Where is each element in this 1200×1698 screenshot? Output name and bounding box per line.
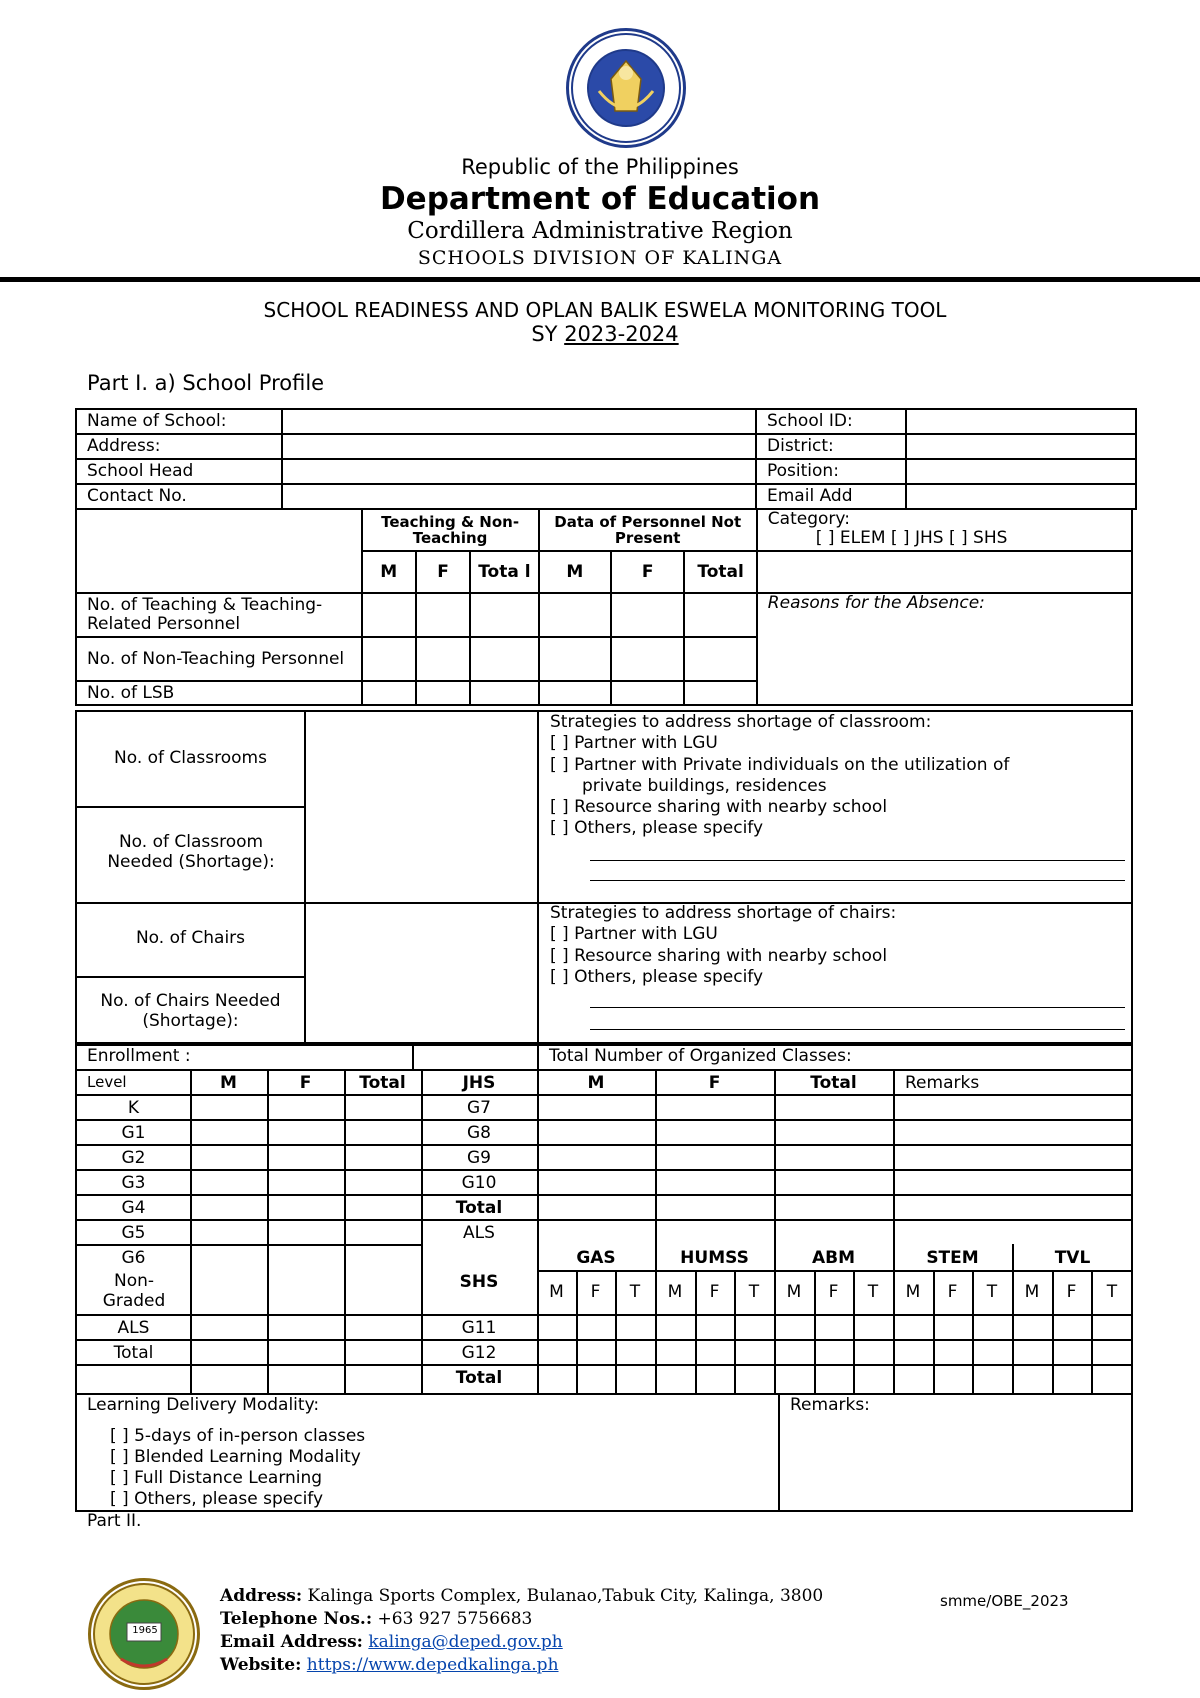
profile-value[interactable] xyxy=(906,409,1136,434)
republic-text: Republic of the Philippines xyxy=(461,155,739,179)
row-line xyxy=(75,1314,1133,1316)
specify-line[interactable] xyxy=(590,860,1125,861)
school-year xyxy=(0,322,1200,346)
doc-code: smme/OBE_2023 xyxy=(940,1592,1069,1610)
address-label: Address: xyxy=(220,1586,303,1606)
divider xyxy=(75,806,306,808)
modality-label: Learning Delivery Modality: xyxy=(87,1395,320,1415)
chairs-option[interactable]: [ ] Others, please specify xyxy=(550,967,764,987)
hdr-total: Total xyxy=(359,1073,406,1093)
sub-t: T xyxy=(1106,1282,1118,1302)
track-abm: ABM xyxy=(811,1248,856,1268)
no-classrooms-label: No. of Classrooms xyxy=(114,748,267,768)
hdr-m: M xyxy=(587,1073,605,1093)
specify-line[interactable] xyxy=(590,1007,1125,1008)
sub-f: F xyxy=(590,1282,601,1302)
jhs-total: Total xyxy=(455,1198,503,1218)
track-gas: GAS xyxy=(576,1248,616,1268)
sub-f: F xyxy=(709,1282,720,1302)
footer-email xyxy=(220,1632,563,1652)
footer-telephone xyxy=(220,1609,532,1629)
hdr-m: M xyxy=(220,1073,237,1093)
col-line xyxy=(655,1069,657,1245)
track-stem: STEM xyxy=(926,1248,979,1268)
category-options[interactable]: [ ] ELEM [ ] JHS [ ] SHS xyxy=(815,527,1008,548)
not-present-header: Data of Personnel Not Present xyxy=(539,509,757,551)
part2-heading: Part II. xyxy=(87,1511,142,1531)
divider xyxy=(778,1393,780,1512)
classroom-option[interactable]: [ ] Partner with LGU xyxy=(550,733,718,753)
profile-label: Email Add xyxy=(756,484,906,509)
jhs-grade: G7 xyxy=(467,1098,491,1118)
level-label: G2 xyxy=(121,1148,146,1168)
divider xyxy=(537,710,539,1044)
col-f: F xyxy=(416,551,470,593)
sub-m: M xyxy=(905,1282,921,1302)
profile-label: Name of School: xyxy=(76,409,282,434)
row-line xyxy=(75,1244,422,1246)
row-line xyxy=(75,1219,1133,1221)
sub-t: T xyxy=(867,1282,879,1302)
tel-label: Telephone Nos.: xyxy=(220,1609,373,1629)
specify-line[interactable] xyxy=(590,1029,1125,1030)
division-text: SCHOOLS DIVISION OF KALINGA xyxy=(417,247,783,269)
row-line xyxy=(537,1270,1133,1272)
sub-f: F xyxy=(828,1282,839,1302)
shs-total: Total xyxy=(455,1368,503,1388)
cell[interactable] xyxy=(416,681,470,705)
shs-label: SHS xyxy=(459,1272,499,1292)
division-logo xyxy=(88,1578,200,1690)
profile-table xyxy=(75,408,1137,510)
header-divider xyxy=(0,277,1200,282)
hdr-remarks: Remarks xyxy=(905,1073,980,1093)
level-label: G3 xyxy=(121,1173,146,1193)
sub-t: T xyxy=(629,1282,641,1302)
tel-value: +63 927 5756683 xyxy=(372,1609,533,1629)
sub-f: F xyxy=(1066,1282,1077,1302)
row-line xyxy=(75,1094,1133,1096)
logo-year: 1965 xyxy=(132,1625,158,1636)
col-total: Total xyxy=(684,551,756,593)
cell[interactable] xyxy=(611,637,684,681)
col-total: Tota l xyxy=(470,551,538,593)
department-title: Department of Education xyxy=(379,181,821,217)
classroom-option: private buildings, residences xyxy=(582,776,827,796)
profile-label: District: xyxy=(756,434,906,459)
hdr-jhs: JHS xyxy=(462,1073,496,1093)
chairs-strategy-title: Strategies to address shortage of chairs: xyxy=(550,903,897,923)
classroom-needed-label: No. of Classroom Needed (Shortage): xyxy=(107,832,275,873)
row-line xyxy=(75,1339,1133,1341)
profile-value[interactable] xyxy=(282,434,756,459)
profile-value[interactable] xyxy=(282,459,756,484)
row-line xyxy=(75,1194,1133,1196)
personnel-corner xyxy=(76,509,362,593)
col-m: M xyxy=(362,551,416,593)
level-label: ALS xyxy=(117,1318,150,1338)
cell[interactable] xyxy=(684,593,756,637)
modality-option[interactable]: [ ] Others, please specify xyxy=(110,1489,324,1509)
sub-t: T xyxy=(748,1282,760,1302)
classroom-strategy-title: Strategies to address shortage of classroom: xyxy=(550,712,932,732)
level-label: G5 xyxy=(121,1223,146,1243)
profile-label: School Head xyxy=(76,459,282,484)
sub-t: T xyxy=(986,1282,998,1302)
email-link[interactable]: kalinga@deped.gov.ph xyxy=(368,1632,563,1652)
jhs-grade: G9 xyxy=(467,1148,491,1168)
personnel-row-label: No. of LSB xyxy=(76,681,362,705)
personnel-row-label: No. of Non-Teaching Personnel xyxy=(76,637,362,681)
level-label: G4 xyxy=(121,1198,146,1218)
level-label: Non-Graded xyxy=(102,1271,166,1311)
row-line xyxy=(75,1144,1133,1146)
profile-value[interactable] xyxy=(282,409,756,434)
shs-grade: G11 xyxy=(461,1318,497,1338)
cell[interactable] xyxy=(539,637,611,681)
track-tvl: TVL xyxy=(1054,1248,1091,1268)
modality-remarks: Remarks: xyxy=(790,1395,870,1415)
track-humss: HUMSS xyxy=(680,1248,749,1268)
chairs-option[interactable]: [ ] Resource sharing with nearby school xyxy=(550,946,888,966)
specify-line[interactable] xyxy=(590,880,1125,881)
personnel-table xyxy=(75,508,1133,706)
address-value: Kalinga Sports Complex, Bulanao,Tabuk City, Kalinga, 3800 xyxy=(302,1586,824,1606)
reasons-cell[interactable] xyxy=(757,593,1132,705)
sy-value: 2023-2024 xyxy=(564,322,679,346)
jhs-grade: G10 xyxy=(461,1173,497,1193)
sub-m: M xyxy=(786,1282,802,1302)
hdr-total: Total xyxy=(810,1073,857,1093)
classroom-option[interactable]: [ ] Resource sharing with nearby school xyxy=(550,797,888,817)
divider xyxy=(304,710,306,1044)
hdr-f: F xyxy=(708,1073,721,1093)
col-line xyxy=(537,1044,539,1395)
cell[interactable] xyxy=(611,681,684,705)
cell[interactable] xyxy=(470,593,538,637)
cell[interactable] xyxy=(684,637,756,681)
reasons-label: Reasons for the Absence: xyxy=(767,593,985,613)
row-line xyxy=(75,1119,1133,1121)
level-label: Total xyxy=(113,1343,154,1363)
level-label: G6 xyxy=(121,1248,146,1268)
jhs-grade: G8 xyxy=(467,1123,491,1143)
chairs-option[interactable]: [ ] Partner with LGU xyxy=(550,924,718,944)
sub-f: F xyxy=(947,1282,958,1302)
sub-m: M xyxy=(549,1282,564,1302)
col-line xyxy=(344,1069,346,1395)
profile-value[interactable] xyxy=(906,484,1136,509)
modality-option[interactable]: [ ] Full Distance Learning xyxy=(110,1468,323,1488)
col-f: F xyxy=(611,551,684,593)
website-link[interactable]: https://www.depedkalinga.ph xyxy=(306,1655,559,1675)
personnel-row-label: No. of Teaching & Teaching-Related Personnel xyxy=(76,593,362,637)
cell[interactable] xyxy=(362,637,416,681)
cell[interactable] xyxy=(611,593,684,637)
divider xyxy=(75,976,306,978)
shs-grade: G12 xyxy=(461,1343,497,1363)
profile-label: School ID: xyxy=(756,409,906,434)
jhs-als: ALS xyxy=(463,1223,495,1243)
profile-value[interactable] xyxy=(906,459,1136,484)
modality-option[interactable]: [ ] 5-days of in-person classes xyxy=(110,1426,366,1446)
organized-classes-label: Total Number of Organized Classes: xyxy=(549,1046,852,1066)
hdr-level: Level xyxy=(87,1073,127,1091)
col-line xyxy=(190,1069,192,1395)
form-title: SCHOOL READINESS AND OPLAN BALIK ESWELA MONITORING TOOL xyxy=(263,298,947,322)
category-label: Category: xyxy=(767,509,850,529)
footer-website xyxy=(220,1655,559,1675)
profile-label: Position: xyxy=(756,459,906,484)
profile-label: Address: xyxy=(76,434,282,459)
web-label: Website: xyxy=(220,1655,302,1675)
row-line xyxy=(75,1069,1133,1071)
email-label: Email Address: xyxy=(220,1632,363,1652)
enrollment-label: Enrollment : xyxy=(87,1046,191,1066)
cell[interactable] xyxy=(539,593,611,637)
profile-label: Contact No. xyxy=(76,484,282,509)
classroom-option[interactable]: [ ] Others, please specify xyxy=(550,818,764,838)
deped-seal-icon xyxy=(569,31,683,145)
region-text: Cordillera Administrative Region xyxy=(407,218,793,244)
no-chairs-label: No. of Chairs xyxy=(135,928,246,948)
category-blank xyxy=(757,551,1132,593)
cell[interactable] xyxy=(539,681,611,705)
col-line xyxy=(774,1069,776,1245)
col-line xyxy=(893,1069,895,1245)
cell[interactable] xyxy=(470,637,538,681)
footer-address xyxy=(220,1586,823,1606)
hdr-f: F xyxy=(299,1073,312,1093)
sub-m: M xyxy=(667,1282,683,1302)
sub-m: M xyxy=(1024,1282,1040,1302)
profile-value[interactable] xyxy=(906,434,1136,459)
level-label: G1 xyxy=(121,1123,146,1143)
chairs-needed-label: No. of Chairs Needed (Shortage): xyxy=(100,991,281,1032)
profile-value[interactable] xyxy=(282,484,756,509)
col-line xyxy=(267,1069,269,1395)
row-line xyxy=(75,1364,1133,1366)
col-m: M xyxy=(539,551,611,593)
cell[interactable] xyxy=(470,681,538,705)
row-line xyxy=(75,1169,1133,1171)
cell[interactable] xyxy=(416,593,470,637)
level-label: K xyxy=(127,1098,140,1118)
teaching-header: Teaching & Non-Teaching xyxy=(362,509,539,551)
cell[interactable] xyxy=(362,593,416,637)
deped-seal xyxy=(566,28,686,148)
classroom-option[interactable]: [ ] Partner with Private individuals on the utilization of xyxy=(550,755,1010,775)
cell[interactable] xyxy=(362,681,416,705)
cell[interactable] xyxy=(416,637,470,681)
col-line xyxy=(412,1044,414,1069)
cell[interactable] xyxy=(684,681,756,705)
sy-prefix: SY xyxy=(531,322,565,346)
category-cell xyxy=(757,509,1132,551)
modality-option[interactable]: [ ] Blended Learning Modality xyxy=(110,1447,361,1467)
part1-heading: Part I. a) School Profile xyxy=(87,371,325,395)
